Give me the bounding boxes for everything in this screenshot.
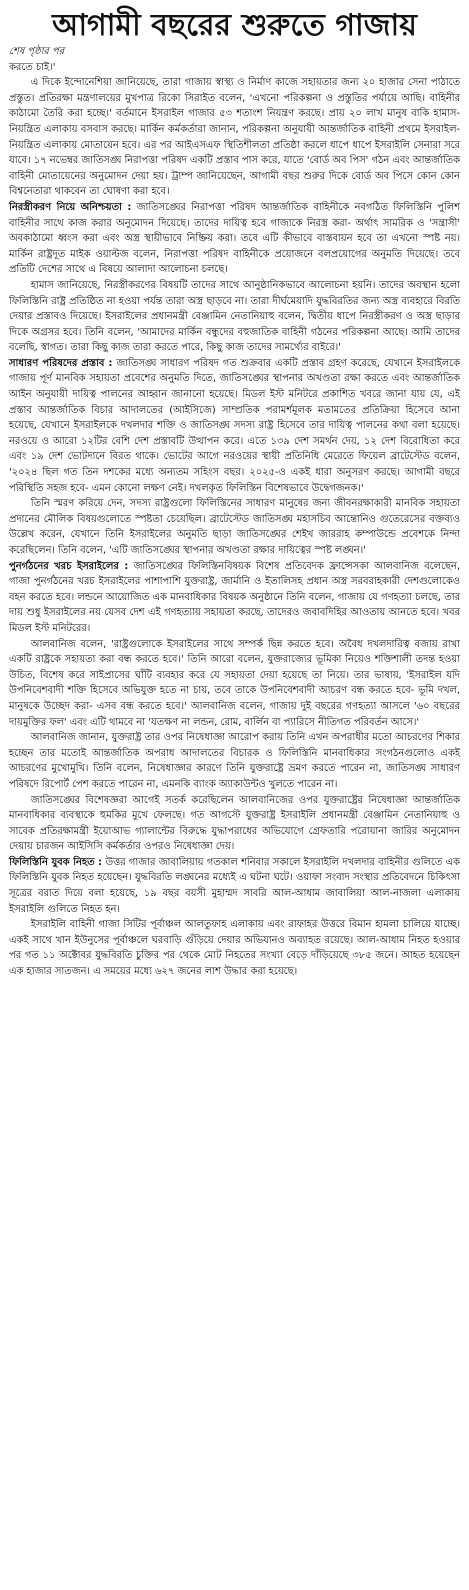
paragraph-text: এ দিকে ইন্দোনেশিয়া জানিয়েছে, তারা গাজায় স্বাস্থ্য ও নির্মাণ কাজে সহায়তার জন্য ২০ হাজার সেনা পাঠাতে প্রস্তুত। প্রতিরক্ষা মন্ত্রণালয়ের মুখপাত্র রিকো সিরাইত বলেন, 'এখনো পরিকল্পনা ও প্রস্তুতির পর্যায়ে আছি। বাহিনীর কাঠামো তৈরি করা হচ্ছে।' বর্তমানে ইসরাইল গাজার ৫৩ শতাংশ নিয়ন্ত্রণ করছে। প্রায় ২০ লাখ মানুষ বাকি হামাস-নিয়ন্ত্রিত এলাকায় বসবাস করছে। মার্কিন কর্মকর্তারা জানান, পরিকল্পনা অনুযায়ী আন্তর্জাতিক বাহিনী প্রথমে ইসরাইল-নিয়ন্ত্রিত এলাকায় মোতায়েন হবে। এর পর আইএসএফ স্থিতিশীলতা প্রতিষ্ঠা করলে ধাপে ধাপে ইসরাইলি সেনারা সরে যাবে। ১৭ নভেম্বর জাতিসঙ্ঘ নিরাপত্তা পরিষদ একটি প্রস্তাব পাস করে, যাতে 'বোর্ড অব পিস' গঠন এবং আন্তর্জাতিক বাহিনী মোতায়েনের অনুমোদন দেয়া হয়। ট্রাম্প জানিয়েছেন, আগামী বছর শুরুর দিকে বোর্ড অব পিসে কোন কোন বিশ্বনেতারা থাকবেন তা ঘোষণা করা হবে। (9, 77, 460, 198)
paragraph-youth-killed (9, 855, 460, 917)
paragraph-hamas-position (9, 278, 460, 356)
continuation-marker: শেষ পৃষ্ঠার পর (9, 46, 65, 57)
paragraph-text: তিনি স্মরণ করিয়ে দেন, সদস্য রাষ্ট্রগুলো ফিলিস্তিনের সাধারণ মানুষের জন্য জীবনরক্ষাকারী মানবিক সহায়তা প্রদানের মৌলিক বিষয়গুলোতে স্পষ্টতা চেয়েছিল। ব্রাটেস্টেড জাতিসঙ্ঘ মহাসচিব আন্তোনিও গুতেরেসের বক্তব্যও উল্লেখ করেন, যেখানে তিনি ইসরাইলের অনুমতি ছাড়া জাতিসঙ্ঘের শেইখ জাররাহ কম্পাউন্ডে প্রবেশকে নিন্দা করেছিলেন। তিনি বলেন, 'এটি জাতিসঙ্ঘের স্থাপনার অখণ্ডতা রক্ষার দায়িত্বের স্পষ্ট লঙ্ঘন।' (9, 498, 460, 556)
paragraph-text: আলবানিজ জানান, যুক্তরাষ্ট্র তার ওপর নিষেধাজ্ঞা আরোপ করায় তিনি এখন অপরাধীর মতো আচরণের শিকার হচ্ছেন তার মতোই আন্তর্জাতিক অপরাধ আদালতের বিচারক ও ফিলিস্তিনি মানবাধিকার সংগঠনগুলোও একই আচরণের মুখোমুখি। তিনি বলেন, নিষেধাজ্ঞার কারণে তিনি যুক্তরাষ্ট্রে ভ্রমণ করতে পারেন না, জাতিসঙ্ঘ সাধারণ পরিষদে রিপোর্ট পেশ করতে পারেন না, এমনকি ব্যাংক অ্যাকাউন্টও খুলতে পারেন না। (9, 732, 460, 790)
subhead-disarmament: নিরস্ত্রীকরণ নিয়ে অনিশ্চয়তা : (9, 201, 132, 213)
paragraph-text: উত্তর গাজার জাবালিয়ায় গতকাল শনিবার সকালে ইসরাইলি দখলদার বাহিনীর গুলিতে এক ফিলিস্তিনি যুবক নিহত হয়েছেন। যুদ্ধবিরতি লঙ্ঘনের মধ্যেই এ ঘটনা ঘটে। ওয়াফা সংবাদ সংস্থার প্রতিবেদনে চিকিৎসা সূত্রের বরাত দিয়ে বলা হয়েছে, ১৯ বছর বয়সী মুহাম্মদ সাবরি আল-আধাম জাবালিয়া আল-নাজলা এলাকায় ইসরাইলি গুলিতে নিহত হন। (9, 856, 461, 915)
paragraph-text: জাতিসঙ্ঘের বিশেষজ্ঞরা আগেই সতর্ক করেছিলেন আলবানিজের ওপর যুক্তরাষ্ট্রের নিষেধাজ্ঞা আন্তর্জাতিক মানবাধিকার ব্যবস্থাকে হুমকির মুখে ফেলছে। গত আগস্টে যুক্তরাষ্ট্র ইসরাইলি প্রধানমন্ত্রী বেঞ্জামিন নেতানিয়াহু ও সাবেক প্রতিরক্ষামন্ত্রী ইয়োআভ গ্যালান্টের বিরুদ্ধে যুদ্ধাপরাধের অভিযোগে গ্রেফতারি পরোয়ানা জারির অনুমোদন দেয়ায় চারজন আইসিসি কর্মকর্তার ওপরও নিষেধাজ্ঞা দেয়। (9, 794, 460, 853)
subhead-general-assembly: সাধারণ পরিষদের প্রস্তাব : (9, 357, 113, 369)
paragraph-text: হামাস জানিয়েছে, নিরস্ত্রীকরণের বিষয়টি তাদের সাথে আনুষ্ঠানিকভাবে আলোচনা হয়নি। তাদের অবস্থান হলো ফিলিস্তিনি রাষ্ট্র প্রতিষ্ঠিত না হওয়া পর্যন্ত তারা অস্ত্র ছাড়বে না। তারা দীর্ঘমেয়াদি যুদ্ধবিরতির জন্য অস্ত্র ব্যবহারে বিরতি দেয়ার প্রস্তাবও দিয়েছে। ইসরাইলের প্রধানমন্ত্রী বেঞ্জামিন নেতানিয়াহু বলেন, দ্বিতীয় ধাপে নিরস্ত্রীকরণ ও অস্ত্র ছাড়ার দিকে অগ্রসর হবে। তিনি বলেন, 'আমাদের মার্কিন বন্ধুদের বহুজাতিক বাহিনী গঠনের পরিকল্পনা আছে। আমি তাদের বলেছি, স্বাগত। তারা কিছু কাজ তারা করতে পারে, কিছু কাজ তাদের সামর্থ্যের বাইরে।' (9, 279, 460, 354)
paragraph-brattested (9, 496, 460, 558)
paragraph-disarmament (9, 200, 460, 278)
lead-fragment: করতে চাই।' (9, 61, 56, 73)
paragraph-un-experts (9, 793, 460, 855)
paragraph-reconstruction (9, 559, 460, 637)
paragraph-general-assembly (9, 356, 460, 496)
paragraph-text: জাতিসঙ্ঘের নিরাপত্তা পরিষদ আন্তর্জাতিক বাহিনীকে নবগঠিত ফিলিস্তিনি পুলিশ বাহিনীর সাথে কাজ করার অনুমোদন দিয়েছে। তাদের দায়িত্ব হবে গাজাকে নিরস্ত্র করা- অর্থাৎ সামরিক ও 'সন্ত্রাসী' অবকাঠামো ধ্বংস করা এবং অস্ত্র স্থায়ীভাবে নিষ্ক্রিয় করা। তবে এটি কীভাবে বাস্তবায়ন হবে তা এখনো স্পষ্ট নয়। মার্কিন রাষ্ট্রদূত মাইক ওয়াল্টজ বলেন, নিরাপত্তা পরিষদ বাহিনীকে প্রয়োজনে বলপ্রয়োগের অনুমতি দিয়েছে। তবে প্রতিটি দেশের সাথে এ বিষয়ে আলাদা আলোচনা চলছে। (9, 201, 461, 276)
paragraph-text: ইসরাইলি বাহিনী গাজা সিটির পূর্বাঞ্চল আলতুফাহ এলাকায় এবং রাফাহর উত্তরে বিমান হামলা চালিয়ে যাচ্ছে। একই সাথে খান ইউনুসের পূর্বাঞ্চলে ঘরবাড়ি গুঁড়িয়ে দেয়ার অভিযানও অব্যাহত রয়েছে। আল-আধাম নিহত হওয়ার পর গত ১১ অক্টোবর যুদ্ধবিরতি চুক্তির পর থেকে মোট নিহতের সংখ্যা বেড়ে দাঁড়িয়েছে ৩৮৫ জনে। আহত হয়েছেন এক হাজার সাতজন। এ সময়ের মধ্যে ৬২৭ জনের লাশ উদ্ধার করা হয়েছে। (9, 919, 460, 978)
paragraph-albanese-quote (9, 637, 460, 731)
paragraph-albanese-sanctions (9, 730, 460, 792)
subhead-youth-killed: ফিলিস্তিনি যুবক নিহত : (9, 856, 103, 868)
paragraph-indonesia-troops (9, 75, 460, 200)
article-headline: আগামী বছরের শুরুতে গাজায় (52, 8, 417, 43)
article-body (9, 44, 460, 980)
paragraph-airstrikes (9, 917, 460, 979)
paragraph-text: জাতিসঙ্ঘ সাধারণ পরিষদ গত শুক্রবার একটি প্রস্তাব গ্রহণ করেছে, যেখানে ইসরাইলকে গাজায় পূর্ণ মানবিক সহায়তা প্রবেশের অনুমতি দিতে, জাতিসঙ্ঘের স্থাপনার অখণ্ডতা রক্ষা করতে এবং আন্তর্জাতিক আইন অনুযায়ী দায়িত্ব পালনের আহ্বান জানানো হয়েছে। মিডল ইস্ট মনিটরে প্রকাশিত খবরে জানা যায় যে, এই প্রস্তাব আন্তর্জাতিক বিচার আদালতের (আইসিজে) সাম্প্রতিক পরামর্শমূলক মতামতের প্রতিক্রিয়া হিসেবে আনা হয়েছে, যেখানে ইসরাইলকে দখলদার শক্তি ও জাতিসঙ্ঘ সদস্য রাষ্ট্র হিসেবে তার দায়িত্ব পালনের কথা বলা হয়েছে। নরওয়ে ও আরো ১২টির বেশি দেশ প্রস্তাবটি উত্থাপন করে। এতে ১৩৯ দেশ সমর্থন দেয়, ১২ দেশ বিরোধিতা করে এবং ১৯ দেশ ভোটদানে বিরত থাকে। ভোটের আগে নরওয়ের স্থায়ী প্রতিনিধি মেরেতে ফিয়েল ব্রাটেস্টেড বলেন, '২০২৪ ছিল গত তিন দশকের মধ্যে অন্যতম সহিংস বছর। ২০২৫-ও একই ধারা অনুসরণ করছে। আগামী বছরে পরিস্থিতি সহজ হবে- এমন কোনো লক্ষণ নেই। দখলকৃত ফিলিস্তিন বিশেষভাবে উদ্বেগজনক।' (9, 357, 461, 494)
subhead-reconstruction: পুনর্গঠনের খরচ ইসরাইলের : (9, 560, 129, 572)
paragraph-text: আলবানিজ বলেন, 'রাষ্ট্রগুলোকে ইসরাইলের সাথে সম্পর্ক ছিন্ন করতে হবে। অবৈধ দখলদারিত্ব বজায় রাখা একটি রাষ্ট্রকে সহায়তা করা বন্ধ করতে হবে।' তিনি আরো বলেন, যুক্তরাজ্যের ভূমিকা নিয়েও শক্তিশালী তদন্ত হওয়া উচিত, বিশেষ করে সাইপ্রাসের ঘাঁটি ব্যবহার করে যে সহায়তা দেয়া হয়েছে তা নিয়ে। তার ভাষায়, 'ইসরাইল যদি উপনিবেশবাদী শক্তি হিসেবে অভিযুক্ত হতে না চায়, তবে তাকে উপনিবেশবাদী আচরণ বন্ধ করতে হবে- ভূমি দখল, মানুষকে উচ্ছেদ করা- এসব বন্ধ করতে হবে।' আলবানিজ বলেন, গাজায় দুই বছরের গণহত্যা আসলে '৬০ বছরের দায়মুক্তির ফল' এবং এটি থামবে না 'যতক্ষণ না লন্ডন, রোম, বার্লিন বা প্যারিসে নীতিগত পরিবর্তন আসে।' (9, 638, 460, 728)
paragraph-text: জাতিসঙ্ঘের ফিলিস্তিনবিষয়ক বিশেষ প্রতিবেদক ফ্রান্সেসকা আলবানিজ বলেছেন, গাজা পুনর্গঠনের খরচ ইসরাইলের পাশাপাশি যুক্তরাষ্ট্র, জার্মানি ও ইতালিসহ প্রধান অস্ত্র সরবরাহকারী দেশগুলোকেও বহন করতে হবে। লন্ডনে আয়োজিত এক মানবাধিকার বিষয়ক অনুষ্ঠানে তিনি বলেন, গাজায় যে গণহত্যা চলছে, তার দায় শুধু ইসরাইলের নয় যেসব দেশ এই গণহত্যায় সহায়তা করছে, তাদেরও জবাবদিহির আওতায় আনতে হবে। খবর মিডল ইস্ট মনিটরের। (9, 560, 460, 634)
